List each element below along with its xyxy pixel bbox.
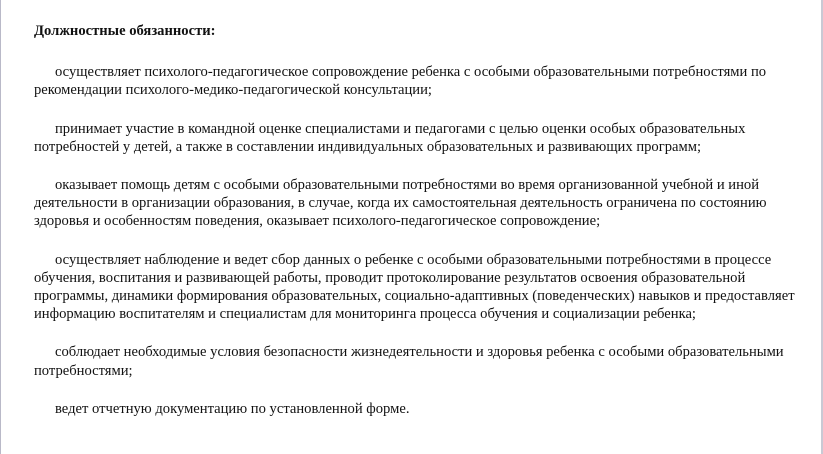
document-body: [34, 22, 804, 418]
duty-paragraph-1: осуществляет психолого-педагогическое сопровождение ребенка с особыми образовательными потребностями по рекомендации психолого-медико-педагогической консультации;: [34, 64, 767, 99]
duty-paragraph-6: ведет отчетную документацию по установленной форме.: [55, 400, 410, 417]
duty-paragraph-4: осуществляет наблюдение и ведет сбор данных о ребенке с особыми образовательными потребностями в процессе обучения, воспитания и развивающей работы, проводит протоколирование результатов освоения образовательной программы, динамики формирования образовательных, социально-адаптивных (поведенческих) навыков и предоставляет информацию воспитателям и специалистам для мониторинга процесса обучения и социализации ребенка;: [34, 251, 795, 323]
duty-paragraph-5: соблюдает необходимые условия безопасности жизнедеятельности и здоровья ребенка с особыми образовательными потребностями;: [34, 344, 784, 379]
duty-paragraph-3: оказывает помощь детям с особыми образовательными потребностями во время организованной учебной и иной деятельности в организации образования, в случае, когда их самостоятельная деятельность ограничена по состоянию здоровья и особенностям поведения, оказывает психолого-педагогическое сопровождение;: [34, 177, 767, 230]
duty-paragraph-2: принимает участие в командной оценке специалистами и педагогами с целью оценки особых образовательных потребностей у детей, а также в составлении индивидуальных образовательных и развивающих программ;: [34, 120, 746, 155]
section-heading: Должностные обязанности:: [34, 23, 216, 39]
